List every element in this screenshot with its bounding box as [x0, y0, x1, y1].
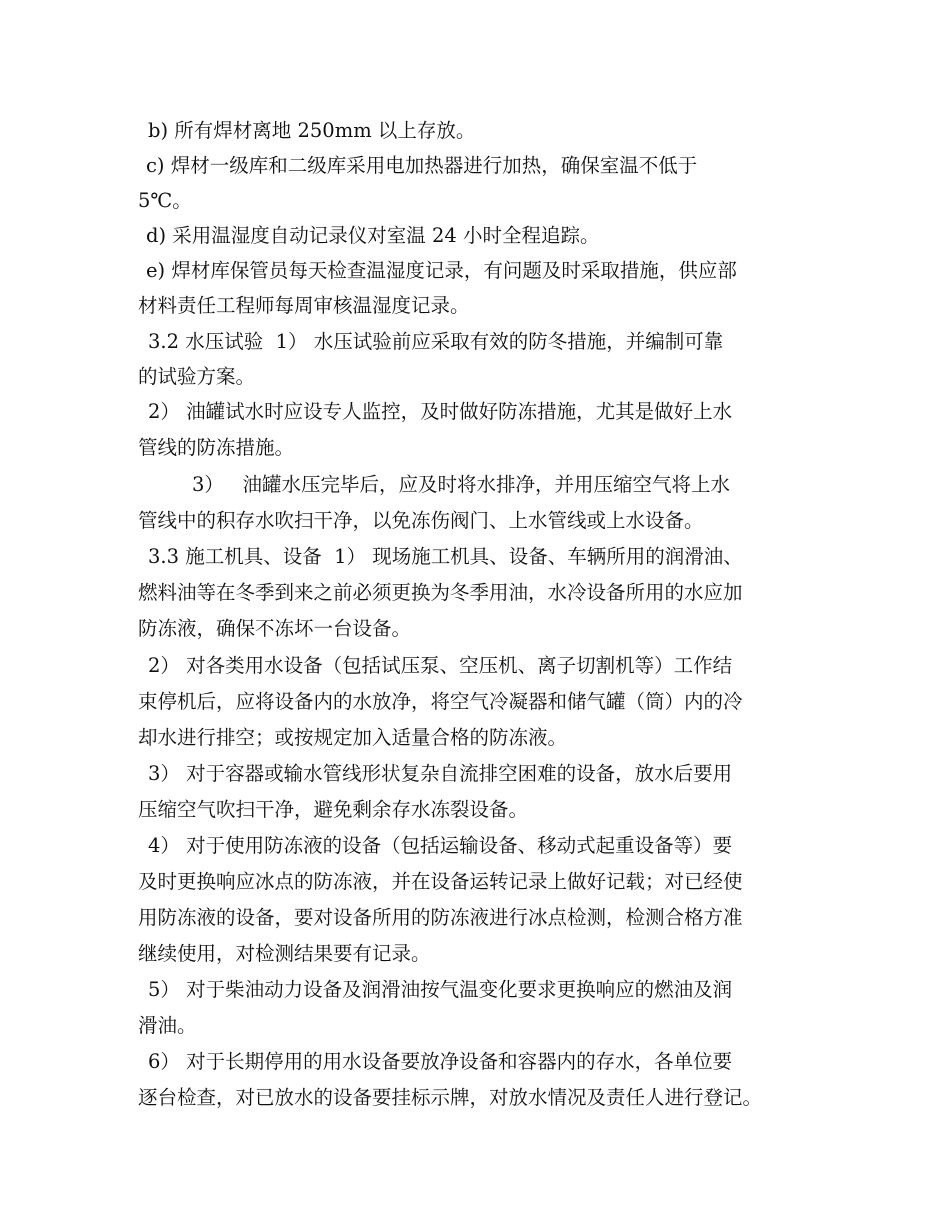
- text-line: 3） 对于容器或输水管线形状复杂自流排空困难的设备，放水后要用: [148, 762, 733, 785]
- text-line: 材料责任工程师每周审核温湿度记录。: [138, 294, 470, 317]
- text-line: 6） 对于长期停用的用水设备要放净设备和容器内的存水，各单位要: [148, 1050, 733, 1073]
- text-line: 燃料油等在冬季到来之前必须更换为冬季用油，水冷设备所用的水应加: [138, 581, 743, 604]
- text-line: c) 焊材一级库和二级库采用电加热器进行加热，确保室温不低于: [146, 154, 698, 177]
- text-line: 2） 油罐试水时应设专人监控，及时做好防冻措施，尤其是做好上水: [148, 400, 733, 423]
- text-line: 3） 油罐水压完毕后，应及时将水排净，并用压缩空气将上水: [192, 473, 731, 496]
- text-line: 3.2 水压试验 1） 水压试验前应采取有效的防冬措施，并编制可靠: [148, 330, 724, 353]
- text-line: b) 所有焊材离地 250mm 以上存放。: [148, 119, 476, 142]
- text-line: 5） 对于柴油动力设备及润滑油按气温变化要求更换响应的燃油及润: [148, 978, 733, 1001]
- text-line: 2） 对各类用水设备（包括试压泵、空压机、离子切割机等）工作结: [148, 654, 733, 677]
- text-line: 的试验方案。: [138, 365, 256, 388]
- text-line: 逐台检查，对已放水的设备要挂标示牌，对放水情况及责任人进行登记。: [138, 1086, 763, 1109]
- text-line: 管线中的积存水吹扫干净，以免冻伤阀门、上水管线或上水设备。: [138, 509, 704, 532]
- text-line: 3.3 施工机具、设备 1） 现场施工机具、设备、车辆所用的润滑油、: [148, 545, 743, 568]
- text-line: 及时更换响应冰点的防冻液，并在设备运转记录上做好记载；对已经使: [138, 870, 743, 893]
- text-line: e) 焊材库保管员每天检查温湿度记录，有问题及时采取措施，供应部: [146, 259, 737, 282]
- text-line: 防冻液，确保不冻坏一台设备。: [138, 617, 412, 640]
- text-line: 用防冻液的设备，要对设备所用的防冻液进行冰点检测，检测合格方准: [138, 906, 743, 929]
- text-line: 束停机后，应将设备内的水放净，将空气冷凝器和储气罐（筒）内的冷: [138, 690, 743, 713]
- text-line: 管线的防冻措施。: [138, 436, 295, 459]
- text-line: 5℃。: [138, 189, 192, 212]
- text-line: 却水进行排空；或按规定加入适量合格的防冻液。: [138, 726, 568, 749]
- text-line: 4） 对于使用防冻液的设备（包括运输设备、移动式起重设备等）要: [148, 834, 733, 857]
- text-line: 压缩空气吹扫干净，避免剩余存水冻裂设备。: [138, 798, 529, 821]
- text-line: d) 采用温湿度自动记录仪对室温 24 小时全程追踪。: [146, 224, 600, 247]
- text-line: 滑油。: [138, 1014, 197, 1037]
- text-line: 继续使用，对检测结果要有记录。: [138, 942, 431, 965]
